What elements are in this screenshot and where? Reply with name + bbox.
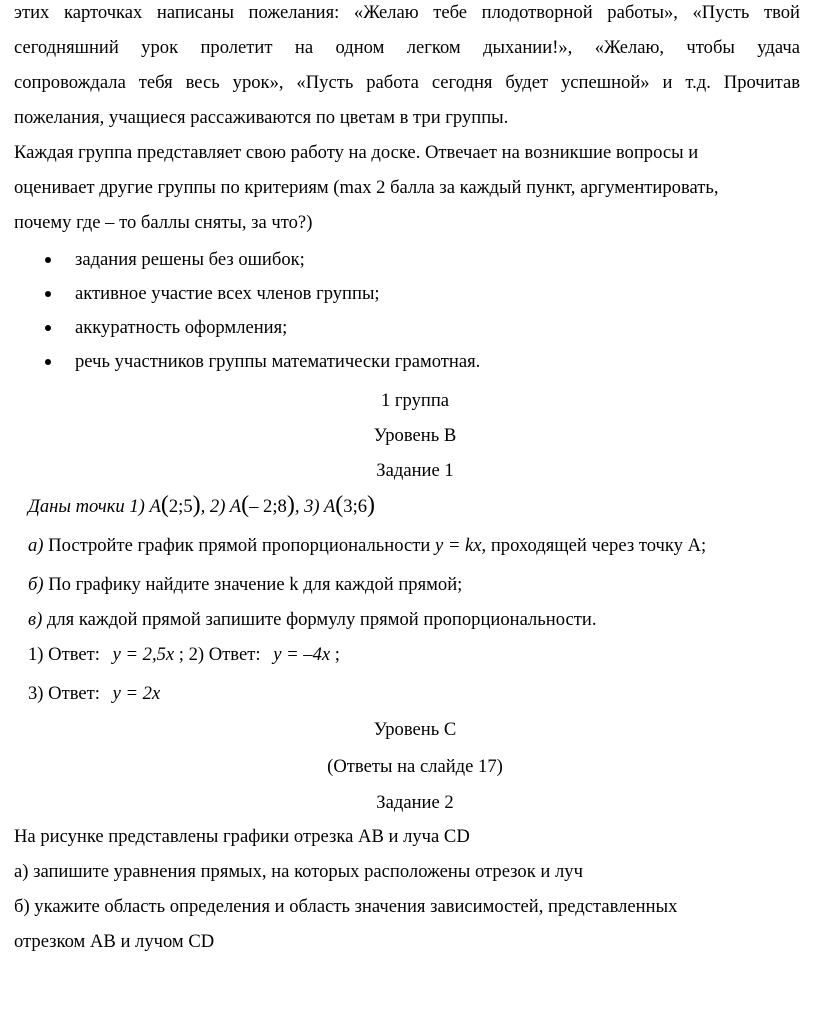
answer-3-label: 3) Ответ: xyxy=(28,683,105,704)
point-1-coords: 2;5 xyxy=(168,496,193,517)
answer-3-formula: y = 2x xyxy=(112,683,161,704)
level-b-heading: Уровень В xyxy=(373,425,457,446)
point-1-name: A xyxy=(149,496,161,517)
task2-line-4: отрезком АВ и лучом CD xyxy=(14,931,215,952)
points-prefix: Даны точки 1) xyxy=(28,496,150,517)
intro-line-3: сопровождала тебя весь урок», «Пусть работа сегодня будет успешной» и т.д. Прочитав xyxy=(14,72,800,93)
answers-note: (Ответы на слайде 17) xyxy=(327,756,503,777)
task2-heading: Задание 2 xyxy=(376,792,454,813)
intro-line-2: сегодняшний урок пролетит на одном легком дыхании!», «Желаю, чтобы удача xyxy=(14,37,800,58)
answer-1-formula: y = 2,5x xyxy=(112,644,175,665)
item-a-text-after: , проходящей через точку А; xyxy=(481,535,707,556)
answer-1-label: 1) Ответ: xyxy=(28,644,105,665)
point-2-name: A xyxy=(229,496,242,517)
answers-line-2 xyxy=(28,677,160,711)
task-item-b xyxy=(28,568,462,602)
answer-2-formula: y = –4x xyxy=(273,644,331,665)
points-sep-3: , 3) xyxy=(294,496,324,517)
intro-line-1: этих карточках написаны пожелания: «Желаю тебе плодотворной работы», «Пусть твой xyxy=(14,2,800,23)
criteria-item-text: речь участников группы математически грамотная. xyxy=(75,351,481,372)
task2-line-1: На рисунке представлены графики отрезка АВ и луча CD xyxy=(14,826,470,847)
task-item-c xyxy=(28,603,596,637)
criteria-line-3: почему где – то баллы сняты, за что?) xyxy=(14,212,313,233)
answer-1-tail: ; 2) Ответ: xyxy=(174,644,266,665)
bullet-icon xyxy=(45,359,51,365)
item-a-text: Постройте график прямой пропорциональности xyxy=(43,535,435,556)
criteria-item-text: активное участие всех членов группы; xyxy=(75,283,380,304)
point-3-coords: 3;6 xyxy=(343,496,368,517)
answers-line-1 xyxy=(28,638,340,672)
bullet-icon xyxy=(45,291,51,297)
intro-line-4: пожелания, учащиеся рассаживаются по цветам в три группы. xyxy=(14,107,509,128)
group-title: 1 группа xyxy=(380,390,450,411)
level-c-heading: Уровень С xyxy=(373,719,457,740)
criteria-item-text: задания решены без ошибок; xyxy=(75,249,305,270)
task1-heading: Задание 1 xyxy=(376,460,454,481)
item-c-marker: в) xyxy=(28,609,43,630)
criteria-line-2: оценивает другие группы по критериям (max 2 балла за каждый пункт, аргументировать, xyxy=(14,177,719,198)
point-3-name: A xyxy=(323,496,336,517)
point-2-coords: – 2;8 xyxy=(249,496,287,517)
item-c-text: для каждой прямой запишите формулу прямой пропорциональности. xyxy=(42,609,597,630)
answer-2-tail: ; xyxy=(330,644,340,665)
task2-line-3: б) укажите область определения и область значения зависимостей, представленных xyxy=(14,896,678,917)
task2-line-2: а) запишите уравнения прямых, на которых расположены отрезок и луч xyxy=(14,861,583,882)
criteria-item-text: аккуратность оформления; xyxy=(75,317,288,338)
criteria-line-1: Каждая группа представляет свою работу на доске. Отвечает на возникшие вопросы и xyxy=(14,142,699,163)
item-a-formula: y = kx xyxy=(434,535,482,556)
points-line: Даны точки 1) A(2;5), 2) A(– 2;8), 3) A(3;6) xyxy=(28,492,376,518)
item-b-text: По графику найдите значение k для каждой прямой; xyxy=(43,574,463,595)
bullet-icon xyxy=(45,257,51,263)
task-item-a xyxy=(28,529,706,563)
points-sep-2: , 2) xyxy=(200,496,230,517)
bullet-icon xyxy=(45,325,51,331)
item-b-marker: б) xyxy=(28,574,44,595)
item-a-marker: а) xyxy=(28,535,44,556)
